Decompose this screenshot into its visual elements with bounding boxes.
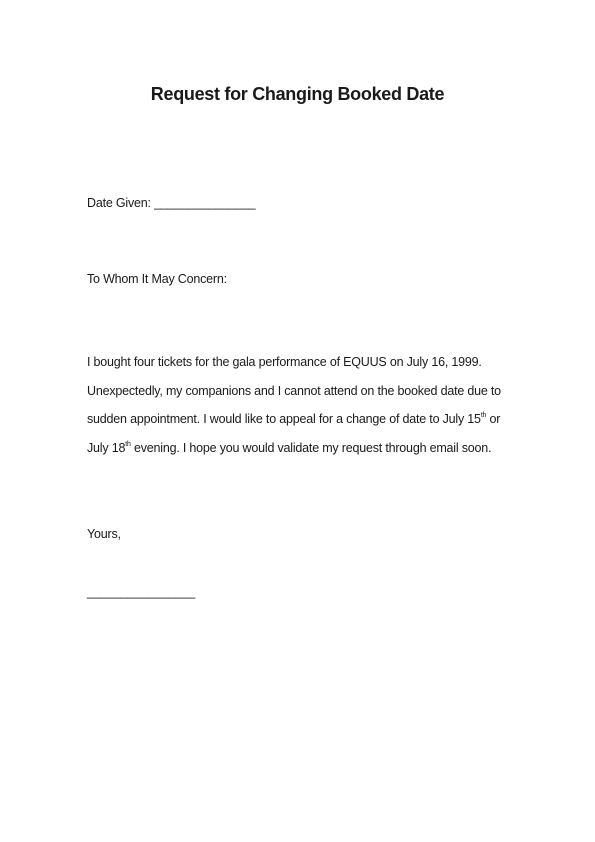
ordinal-suffix: th bbox=[480, 412, 487, 419]
salutation: To Whom It May Concern: bbox=[87, 272, 227, 286]
body-line-4-text: July 18 bbox=[87, 441, 126, 455]
document-title: Request for Changing Booked Date bbox=[150, 84, 445, 104]
body-line-4 bbox=[87, 441, 491, 455]
body-line-3-text: sudden appointment. I would like to appeal for a change of date to July 15 bbox=[87, 412, 481, 426]
body-line-3 bbox=[87, 412, 500, 426]
ordinal-suffix: th bbox=[125, 441, 131, 448]
date-given-line: Date Given: _______________ bbox=[87, 196, 256, 210]
body-line-4-tail: evening. I hope you would validate my request through email soon. bbox=[130, 441, 492, 455]
body-line-1: I bought four tickets for the gala performance of EQUUS on July 16, 1999. bbox=[87, 355, 482, 369]
signature-line: ________________ bbox=[87, 585, 196, 599]
body-line-3-tail: or bbox=[486, 412, 501, 426]
closing: Yours, bbox=[87, 527, 121, 541]
body-line-2: Unexpectedly, my companions and I cannot attend on the booked date due to bbox=[87, 384, 501, 398]
